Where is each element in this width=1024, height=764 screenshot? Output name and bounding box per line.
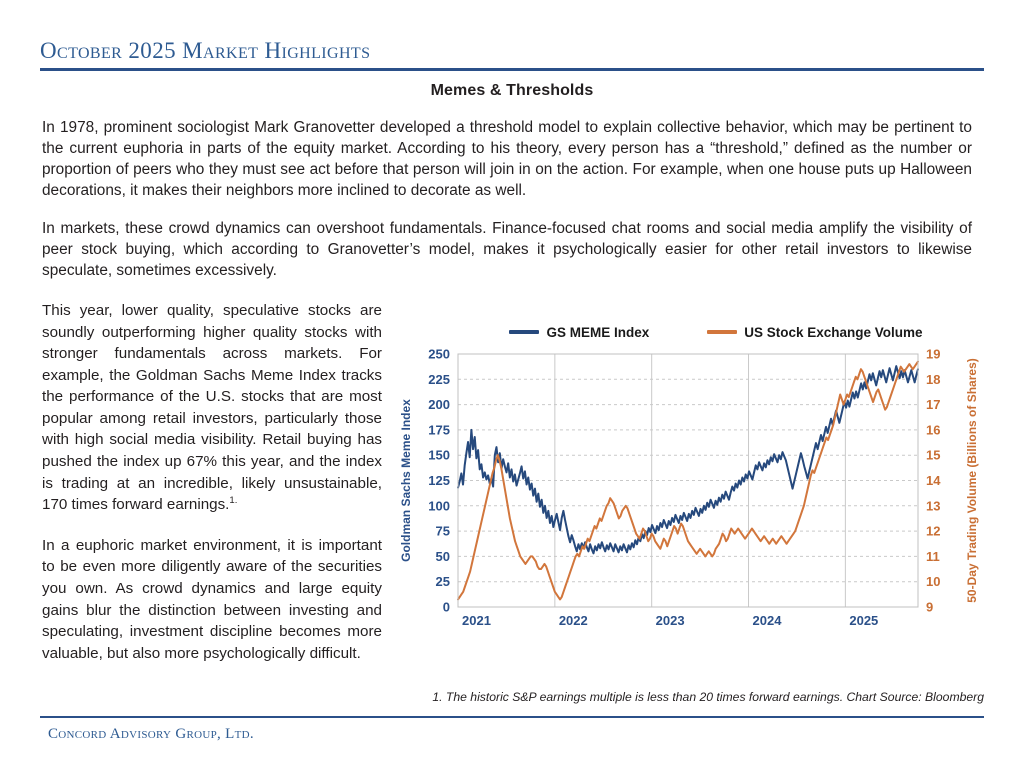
footer-company-name: Concord Advisory Group, Ltd. — [48, 726, 254, 742]
chart-svg — [396, 344, 986, 639]
footnote-marker: 1. — [229, 495, 238, 507]
svg-text:75: 75 — [435, 523, 450, 539]
svg-text:12: 12 — [926, 523, 941, 539]
legend-swatch-orange — [707, 330, 737, 334]
svg-text:2025: 2025 — [849, 613, 879, 628]
svg-text:0: 0 — [442, 599, 450, 615]
legend-label-volume: US Stock Exchange Volume — [744, 324, 923, 340]
svg-text:15: 15 — [926, 447, 941, 463]
svg-text:150: 150 — [428, 447, 450, 463]
svg-text:2024: 2024 — [752, 613, 782, 628]
chart-container — [396, 320, 986, 640]
svg-text:16: 16 — [926, 422, 941, 438]
legend-swatch-blue — [509, 330, 539, 334]
document-header — [40, 38, 984, 71]
paragraph-2: In markets, these crowd dynamics can overshoot fundamentals. Finance-focused chat rooms and social media amplify the visibility of peer stock buying, which according to Granovetter’s model, makes it psychologically easier for other retail investors to likewise speculate, sometimes excessively. — [42, 219, 972, 279]
svg-text:10: 10 — [926, 574, 941, 590]
footer-divider — [40, 716, 984, 718]
paragraph-3-text: This year, lower quality, speculative stocks are soundly outperforming higher quality stocks with stronger fundamentals across markets. For example, the Goldman Sachs Meme Index tracks the performance of the U.S. stocks that are most popular among retail investors, particularly those with high social media visibility. Retail buying has pushed the index up 67% this year, and the index is trading at an incredible, likely unsustainable, 170 times forward earnings. — [42, 302, 382, 514]
svg-text:100: 100 — [428, 498, 450, 514]
svg-text:50: 50 — [435, 548, 450, 564]
svg-text:13: 13 — [926, 498, 941, 514]
legend-item-meme-index — [509, 325, 649, 340]
paragraph-3 — [42, 300, 382, 516]
svg-text:11: 11 — [926, 548, 940, 564]
svg-text:2022: 2022 — [558, 613, 588, 628]
chart-footnote: 1. The historic S&P earnings multiple is less than 20 times forward earnings. Chart Source: Bloomberg — [432, 690, 984, 704]
svg-text:225: 225 — [428, 371, 450, 387]
svg-text:19: 19 — [926, 346, 941, 362]
svg-text:2021: 2021 — [462, 613, 491, 628]
paragraph-1: In 1978, prominent sociologist Mark Granovetter developed a threshold model to explain collective behavior, which may be pertinent to the current euphoria in parts of the equity market. According to his theory, every person has a “threshold,” defined as the number or proportion of peers who they must see act before that person will join in on the action. For example, when one house puts up Halloween decorations, it makes their neighbors more inclined to decorate as well. — [42, 119, 972, 199]
svg-text:Goldman Sachs Meme Index: Goldman Sachs Meme Index — [399, 399, 413, 562]
svg-text:14: 14 — [926, 473, 941, 488]
svg-text:9: 9 — [926, 599, 934, 615]
svg-text:50-Day Trading Volume (Billion: 50-Day Trading Volume (Billions of Shares) — [965, 358, 979, 603]
page-title: October 2025 Market Highlights — [40, 38, 371, 63]
article-title: Memes & Thresholds — [430, 82, 594, 99]
svg-text:18: 18 — [926, 371, 941, 387]
header-divider — [40, 68, 984, 71]
article-left-column — [42, 300, 382, 683]
paragraph-4: In a euphoric market environment, it is important to be even more diligently aware of the securities you own. As crowd dynamics and large equity gains blur the distinction between investing and speculating, investment discipline becomes more valuable, but also more psychologically difficult. — [42, 536, 382, 662]
svg-text:200: 200 — [428, 397, 450, 413]
svg-text:250: 250 — [428, 346, 450, 362]
legend-label-meme-index: GS MEME Index — [546, 324, 650, 340]
legend-item-volume — [707, 325, 922, 340]
svg-text:2023: 2023 — [655, 613, 685, 628]
svg-text:125: 125 — [428, 473, 450, 488]
chart-plot — [396, 344, 986, 639]
article-intro — [42, 118, 972, 299]
chart-legend — [396, 320, 986, 344]
svg-text:17: 17 — [926, 397, 941, 413]
svg-text:175: 175 — [428, 422, 450, 438]
svg-text:25: 25 — [435, 574, 450, 590]
